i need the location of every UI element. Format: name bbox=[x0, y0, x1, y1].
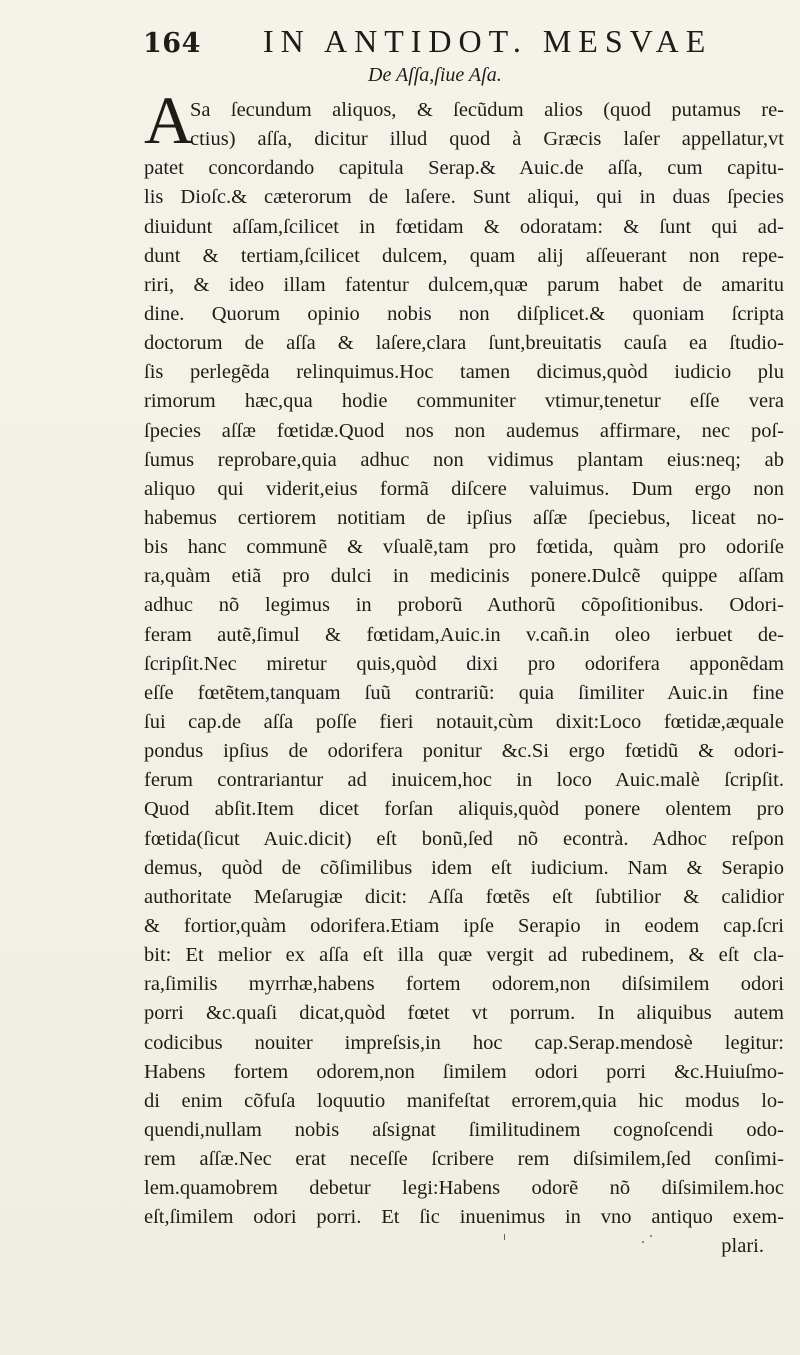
paper-speck bbox=[504, 1234, 505, 1240]
text-line: diuidunt aſſam,ſcilicet in fœtidam & odoratam: & ſunt qui ad- bbox=[144, 215, 784, 238]
text-line: ra,ſimilis myrrhæ,habens fortem odorem,non diſsimilem odori bbox=[144, 973, 784, 996]
text-line: ſumus reprobare,quia adhuc non vidimus plantam eius:neq; ab bbox=[144, 448, 784, 471]
paper-speck bbox=[650, 1235, 652, 1237]
text-line: & fortior,quàm odorifera.Etiam ipſe Serapio in eodem cap.ſcri bbox=[144, 914, 784, 937]
text-line: demus, quòd de cõſimilibus idem eſt iudicium. Nam & Serapio bbox=[144, 856, 784, 879]
text-line: di enim cõfuſa loquutio manifeſtat errorem,quia hic modus lo- bbox=[144, 1089, 784, 1112]
text-line: riri, & ideo illam fatentur dulcem,quæ parum habet de amaritu bbox=[144, 273, 784, 296]
text-line: ſis perlegẽda relinquimus.Hoc tamen dicimus,quòd iudicio plu bbox=[144, 361, 784, 384]
text-line: Habens fortem odorem,non ſimilem odori porri &c.Huiuſmo- bbox=[144, 1060, 784, 1083]
body-text bbox=[144, 96, 784, 1262]
text-line: ſui cap.de aſſa poſſe fieri notauit,cùm dixit:Loco fœtidæ,æquale bbox=[144, 710, 784, 733]
text-line: plari. bbox=[721, 1235, 764, 1258]
page-header bbox=[0, 18, 800, 62]
paper-speck bbox=[642, 1241, 644, 1243]
text-line: fœtida(ſicut Auic.dicit) eſt bonũ,ſed nõ econtrà. Adhoc reſpon bbox=[144, 827, 784, 850]
text-line: codicibus nouiter impreſsis,in hoc cap.Serap.mendosè legitur: bbox=[144, 1031, 784, 1054]
text-line: bit: Et melior ex aſſa eſt illa quæ vergit ad rubedinem, & eſt cla- bbox=[144, 944, 784, 967]
drop-cap: A bbox=[144, 82, 194, 158]
text-line: dunt & tertiam,ſcilicet dulcem, quam alij aſſeuerant non repe- bbox=[144, 244, 784, 267]
page-number: 164 bbox=[143, 28, 201, 59]
text-line: patet concordando capitula Serap.& Auic.de aſſa, cum capitu- bbox=[144, 157, 784, 180]
text-line: doctorum de aſſa & laſere,clara ſunt,breuitatis cauſa ea ſtudio- bbox=[144, 332, 784, 355]
text-line: rimorum hæc,qua hodie communiter vtimur,tenetur eſſe vera bbox=[144, 390, 784, 413]
text-line: eſſe fœtẽtem,tanquam ſuũ contrariũ: quia ſimiliter Auic.in fine bbox=[144, 681, 784, 704]
text-line: aliquo qui viderit,eius formã diſcere valuimus. Dum ergo non bbox=[144, 477, 784, 500]
text-line: lis Dioſc.& cæterorum de laſere. Sunt aliqui, qui in duas ſpecies bbox=[144, 186, 784, 209]
text-line: lem.quamobrem debetur legi:Habens odorẽ nõ diſsimilem.hoc bbox=[144, 1177, 784, 1200]
text-line: adhuc nõ legimus in proborũ Authorũ cõpoſitionibus. Odori- bbox=[144, 594, 784, 617]
text-line: rem aſſæ.Nec erat neceſſe ſcribere rem diſsimilem,ſed conſimi- bbox=[144, 1148, 784, 1171]
text-line: pondus ipſius de odorifera ponitur &c.Si ergo fœtidũ & odori- bbox=[144, 740, 784, 763]
text-line: feram autẽ,ſimul & fœtidam,Auic.in v.cañ.in oleo ierbuet de- bbox=[144, 623, 784, 646]
text-line: habemus certiorem notitiam de ipſius aſſæ ſpeciebus, liceat no- bbox=[144, 506, 784, 529]
section-title: De Aſſa,ſiue Aſa. bbox=[368, 64, 502, 86]
text-line: ctius) aſſa, dicitur illud quod à Græcis laſer appellatur,vt bbox=[190, 128, 784, 151]
text-line: ſpecies aſſæ fœtidæ.Quod nos non audemus affirmare, nec poſ- bbox=[144, 419, 784, 442]
text-line: ſcripſit.Nec miretur quis,quòd dixi pro odorifera apponẽdam bbox=[144, 652, 784, 675]
text-line: authoritate Meſarugiæ dicit: Aſſa fœtẽs eſt ſubtilior & calidior bbox=[144, 885, 784, 908]
text-line: dine. Quorum opinio nobis non diſplicet.& quoniam ſcripta bbox=[144, 302, 784, 325]
text-line: bis hanc communẽ & vſualẽ,tam pro fœtida, quàm pro odoriſe bbox=[144, 536, 784, 559]
text-line: eſt,ſimilem odori porri. Et ſic inuenimus in vno antiquo exem- bbox=[144, 1206, 784, 1229]
text-line: ra,quàm etiã pro dulci in medicinis ponere.Dulcẽ quippe aſſam bbox=[144, 565, 784, 588]
running-head: IN ANTIDOT. MESVAE bbox=[263, 23, 713, 59]
text-line: Sa ſecundum aliquos, & ſecũdum alios (quod putamus re- bbox=[190, 99, 784, 121]
text-line: quendi,nullam nobis aſsignat ſimilitudinem cognoſcendi odo- bbox=[144, 1118, 784, 1141]
text-line: Quod abſit.Item dicet forſan aliquis,quòd ponere olentem pro bbox=[144, 798, 784, 821]
text-line: porri &c.quaſi dicat,quòd fœtet vt porrum. In aliquibus autem bbox=[144, 1002, 784, 1025]
text-line: ferum contrariantur ad inuicem,hoc in loco Auic.malè ſcripſit. bbox=[144, 769, 784, 792]
